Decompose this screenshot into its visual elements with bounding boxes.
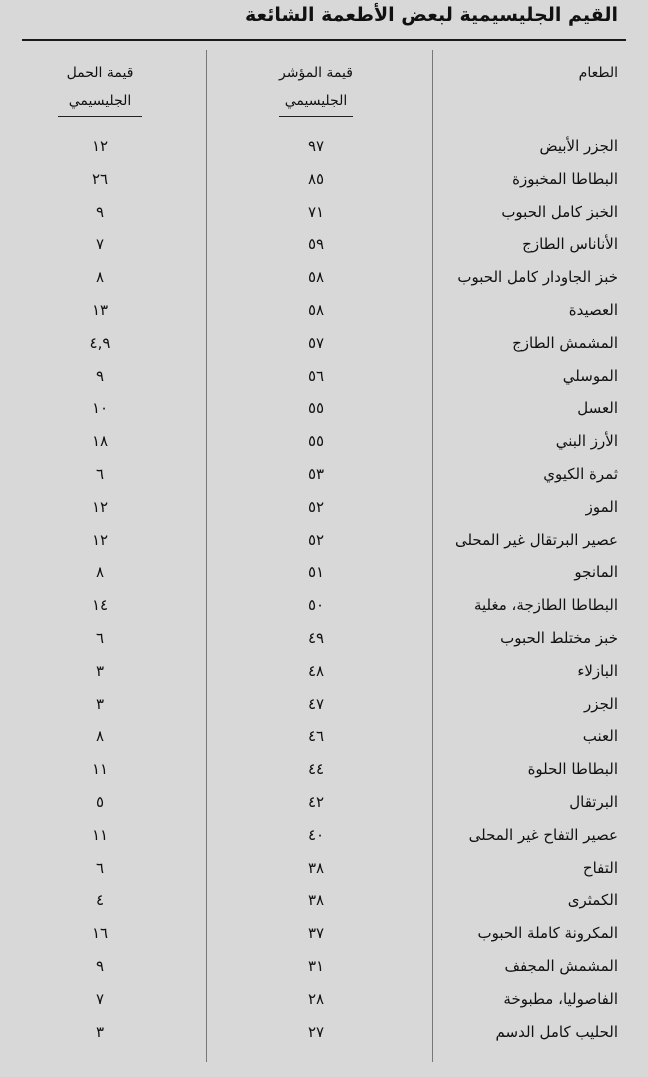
- glycemic-index-cell: ٣١: [307, 956, 325, 975]
- glycemic-load-cell: ٥: [95, 792, 105, 811]
- header-food-label: الطعام: [578, 65, 618, 81]
- glycemic-index-cell: ٤٦: [307, 727, 325, 746]
- table-row: [0, 294, 648, 327]
- glycemic-index-cell: ٤٢: [307, 792, 325, 811]
- glycemic-load-cell: ٩: [95, 956, 105, 975]
- table-row: [0, 1016, 648, 1049]
- glycemic-load-cell: ١٨: [91, 432, 109, 451]
- glycemic-index-cell: ٤٤: [307, 760, 325, 779]
- food-name-cell: البطاطا المخبوزة: [512, 169, 618, 188]
- glycemic-index-cell: ٣٨: [307, 858, 325, 877]
- glycemic-load-cell: ١٠: [91, 399, 109, 418]
- food-name-cell: الموز: [585, 497, 618, 516]
- glycemic-load-cell: ٦: [95, 628, 105, 647]
- glycemic-index-cell: ٤٩: [307, 628, 325, 647]
- food-name-cell: الجزر الأبيض: [539, 137, 618, 155]
- glycemic-index-cell: ٥٨: [307, 300, 325, 319]
- food-name-cell: خبز مختلط الحبوب: [500, 628, 618, 647]
- table-row: [0, 655, 648, 688]
- table-row: [0, 556, 648, 589]
- food-name-cell: المانجو: [574, 563, 618, 582]
- glycemic-load-cell: ٩: [95, 366, 105, 385]
- header-glycemic-index: [226, 58, 406, 117]
- table-row: [0, 425, 648, 458]
- food-name-cell: العصيدة: [568, 300, 618, 319]
- header-glycemic-load: [20, 58, 180, 117]
- glycemic-index-cell: ٢٧: [307, 1022, 325, 1041]
- table-row: [0, 491, 648, 524]
- glycemic-index-cell: ٤٧: [307, 694, 325, 713]
- food-name-cell: الجزر: [584, 694, 618, 713]
- header-gl-line1: قيمة الحمل: [66, 65, 134, 81]
- food-name-cell: الخبز كامل الحبوب: [501, 202, 618, 221]
- table-row: [0, 917, 648, 950]
- food-name-cell: الفاصوليا، مطبوخة: [503, 989, 618, 1008]
- table-row: [0, 524, 648, 557]
- glycemic-load-cell: ٣: [95, 1022, 105, 1041]
- glycemic-load-cell: ٦: [95, 858, 105, 877]
- food-name-cell: الموسلي: [562, 366, 618, 385]
- glycemic-load-cell: ١٣: [91, 300, 109, 319]
- page-title: القيم الجليسيمية لبعض الأطعمة الشائعة: [245, 4, 618, 26]
- glycemic-index-cell: ٥٣: [307, 464, 325, 483]
- header-gl-line2: الجليسيمي: [58, 88, 142, 117]
- glycemic-index-cell: ٥٧: [307, 333, 325, 352]
- glycemic-index-cell: ٣٧: [307, 924, 325, 943]
- food-name-cell: الأرز البني: [555, 432, 618, 451]
- food-name-cell: خبز الجاودار كامل الحبوب: [457, 268, 618, 287]
- header-gi-line1: قيمة المؤشر: [279, 65, 353, 81]
- glycemic-load-cell: ٨: [95, 563, 105, 582]
- glycemic-index-cell: ٧١: [307, 202, 325, 221]
- glycemic-load-cell: ٢٦: [91, 169, 109, 188]
- title-divider: [22, 39, 626, 41]
- glycemic-index-cell: ٥١: [307, 563, 325, 582]
- glycemic-load-cell: ١٢: [91, 137, 109, 155]
- food-name-cell: الأناناس الطازج: [522, 235, 618, 254]
- table-row: [0, 786, 648, 819]
- table-row: [0, 884, 648, 917]
- glycemic-index-cell: ٩٧: [307, 137, 325, 155]
- glycemic-index-cell: ٨٥: [307, 169, 325, 188]
- table-row: [0, 852, 648, 885]
- table-row: [0, 360, 648, 393]
- glycemic-load-cell: ١٦: [91, 924, 109, 943]
- table-row: [0, 261, 648, 294]
- glycemic-load-cell: ٦: [95, 464, 105, 483]
- glycemic-load-cell: ١١: [91, 760, 109, 779]
- glycemic-index-cell: ٥٢: [307, 530, 325, 549]
- food-name-cell: العنب: [582, 727, 618, 746]
- glycemic-load-cell: ٣: [95, 694, 105, 713]
- food-name-cell: عصير البرتقال غير المحلى: [454, 530, 618, 549]
- table-row: [0, 753, 648, 786]
- table-row: [0, 163, 648, 196]
- header-gi-line2: الجليسيمي: [279, 88, 353, 117]
- food-name-cell: العسل: [577, 399, 618, 418]
- table-row: [0, 458, 648, 491]
- glycemic-index-cell: ٥٢: [307, 497, 325, 516]
- glycemic-load-cell: ٨: [95, 268, 105, 287]
- food-name-cell: التفاح: [582, 858, 618, 877]
- glycemic-load-cell: ٧: [95, 989, 105, 1008]
- glycemic-load-cell: ١٢: [91, 497, 109, 516]
- glycemic-index-cell: ٥٥: [307, 399, 325, 418]
- glycemic-load-cell: ٣: [95, 661, 105, 680]
- food-name-cell: المكرونة كاملة الحبوب: [477, 924, 618, 943]
- food-name-cell: البرتقال: [569, 792, 618, 811]
- food-name-cell: عصير التفاح غير المحلى: [468, 825, 618, 844]
- table-body: [0, 130, 648, 1048]
- table-row: [0, 622, 648, 655]
- glycemic-index-cell: ٥٩: [307, 235, 325, 254]
- glycemic-load-cell: ١٢: [91, 530, 109, 549]
- table-row: [0, 983, 648, 1016]
- glycemic-load-cell: ٤,٩: [89, 333, 111, 352]
- table-row: [0, 720, 648, 753]
- glycemic-index-cell: ٤٨: [307, 661, 325, 680]
- glycemic-index-cell: ٥٨: [307, 268, 325, 287]
- food-name-cell: البطاطا الحلوة: [527, 760, 618, 779]
- table-row: [0, 392, 648, 425]
- table-row: [0, 819, 648, 852]
- glycemic-index-cell: ٢٨: [307, 989, 325, 1008]
- glycemic-load-cell: ٤: [95, 891, 105, 910]
- glycemic-index-cell: ٣٨: [307, 891, 325, 910]
- table-row: [0, 130, 648, 163]
- glycemic-load-cell: ٩: [95, 202, 105, 221]
- food-name-cell: الكمثرى: [567, 891, 618, 910]
- food-name-cell: البازلاء: [577, 661, 618, 680]
- food-name-cell: ثمرة الكيوي: [543, 464, 618, 483]
- food-name-cell: البطاطا الطازجة، مغلية: [473, 596, 618, 615]
- food-name-cell: المشمش المجفف: [504, 956, 618, 975]
- glycemic-index-cell: ٥٦: [307, 366, 325, 385]
- table-row: [0, 196, 648, 229]
- table-row: [0, 688, 648, 721]
- food-name-cell: المشمش الطازج: [512, 333, 618, 352]
- table-row: [0, 228, 648, 261]
- glycemic-index-cell: ٥٠: [307, 596, 325, 615]
- food-name-cell: الحليب كامل الدسم: [495, 1022, 618, 1041]
- glycemic-load-cell: ١٤: [91, 596, 109, 615]
- glycemic-index-cell: ٥٥: [307, 432, 325, 451]
- glycemic-index-cell: ٤٠: [307, 825, 325, 844]
- glycemic-load-cell: ٧: [95, 235, 105, 254]
- glycemic-load-cell: ١١: [91, 825, 109, 844]
- header-food: [579, 58, 618, 88]
- table-row: [0, 327, 648, 360]
- glycemic-load-cell: ٨: [95, 727, 105, 746]
- table-row: [0, 589, 648, 622]
- table-row: [0, 950, 648, 983]
